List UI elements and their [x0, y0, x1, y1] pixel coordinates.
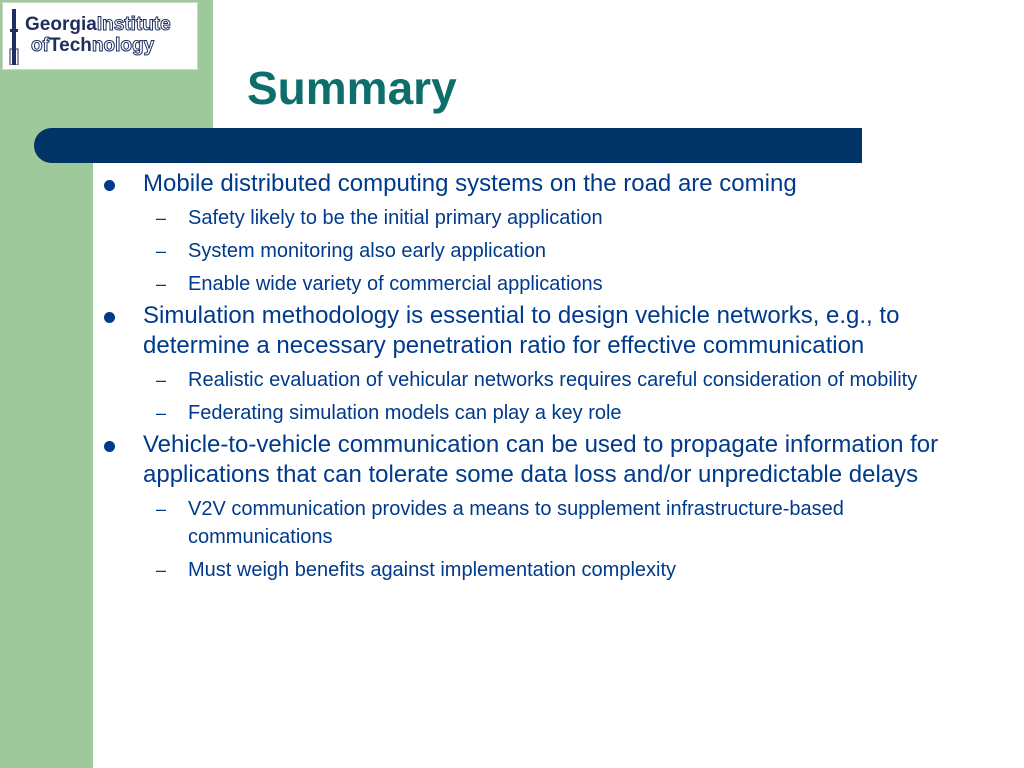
logo-of: of	[31, 35, 49, 56]
sub-bullet-text: System monitoring also early application	[188, 240, 546, 262]
slide-title: Summary	[247, 62, 457, 114]
logo-wordmark-line2	[31, 36, 154, 56]
sub-bullet-item	[104, 495, 984, 551]
bullet-dot-icon	[104, 312, 115, 323]
dash-icon: –	[156, 403, 167, 423]
sub-bullet-text: Realistic evaluation of vehicular networks requires careful consideration of mobility	[188, 369, 918, 391]
logo-institute: Institute	[96, 14, 171, 35]
dash-icon: –	[156, 274, 167, 294]
bullet-item	[104, 430, 984, 490]
sub-bullet-item	[104, 399, 984, 427]
logo-wordmark-line1	[25, 15, 171, 35]
dash-icon: –	[156, 208, 167, 228]
sub-bullet-text: Safety likely to be the initial primary application	[188, 207, 603, 229]
sub-bullet-item	[104, 366, 984, 394]
title-rule	[34, 128, 862, 163]
sub-bullet-item	[104, 270, 984, 298]
sub-bullet-text: V2V communication provides a means to supplement infrastructure-based communications	[188, 498, 844, 548]
sub-bullet-text: Federating simulation models can play a key role	[188, 402, 622, 424]
sub-bullet-item	[104, 556, 984, 584]
bullet-text: Mobile distributed computing systems on the road are coming	[143, 170, 797, 197]
dash-icon: –	[156, 499, 167, 519]
bullet-text: Vehicle-to-vehicle communication can be used to propagate information for applications that can tolerate some data loss and/or unpredictable delays	[143, 431, 939, 488]
dash-icon: –	[156, 560, 167, 580]
sub-bullet-item	[104, 204, 984, 232]
sub-bullet-item	[104, 237, 984, 265]
bullet-text: Simulation methodology is essential to design vehicle networks, e.g., to determine a necessary penetration ratio for effective communication	[143, 302, 900, 359]
logo-nology: nology	[91, 35, 155, 56]
bullet-dot-icon	[104, 441, 115, 452]
bullet-item	[104, 301, 984, 361]
bullet-item	[104, 169, 984, 199]
sub-bullet-text: Enable wide variety of commercial applications	[188, 273, 603, 295]
bullet-dot-icon	[104, 180, 115, 191]
tower-icon	[9, 9, 19, 65]
logo-tech: Tech	[48, 35, 92, 56]
georgia-tech-logo	[2, 2, 198, 70]
sidebar-band	[0, 0, 93, 768]
sub-bullet-text: Must weigh benefits against implementation complexity	[188, 559, 677, 581]
bullet-list	[104, 166, 984, 584]
dash-icon: –	[156, 241, 167, 261]
logo-georgia: Georgia	[25, 14, 97, 35]
dash-icon: –	[156, 370, 167, 390]
